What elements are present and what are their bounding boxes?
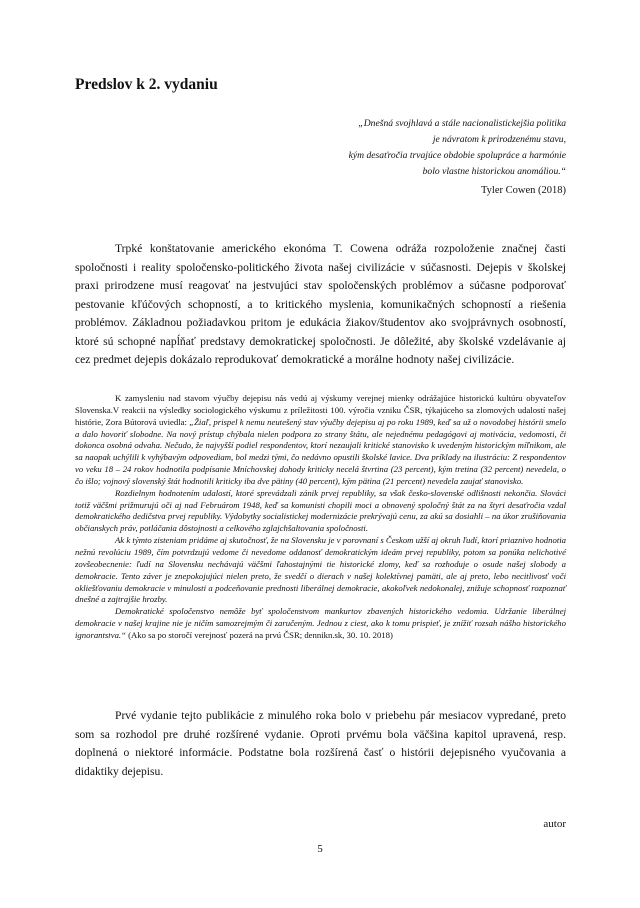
epigraph-author: Tyler Cowen (2018)	[481, 185, 566, 196]
quote-paragraph-4	[75, 606, 566, 642]
epigraph-line: „Dnešná svojhlavá a stále nacionalistickejšia politika	[358, 118, 566, 129]
quote-source: (Ako sa po storočí verejnosť pozerá na prvú ČSR; dennikn.sk, 30. 10. 2018)	[125, 629, 393, 640]
body-paragraph-second: Prvé vydanie tejto publikácie z minulého roka bolo v priebehu pár mesiacov vypredané, preto som sa rozhodol pre druhé rozšírené vydanie. Oproti prvému bola väčšina kapitol upravená, resp. doplnená o niektoré informácie. Podstatne bola rozšírená časť o histórii dejepisného vyučovania a didaktiky dejepisu.	[75, 709, 566, 778]
epigraph	[206, 116, 566, 180]
quote-italic-closing: Demokratické spoločenstvo nemôže byť spoločenstvom mankurtov zbavených historického vedomia. Udržanie liberálnej demokracie v našej krajine nie je ničím samozrejmým či zaručeným. Jednou z ciest, ako k tomu prispieť, je znížiť rozsah nášho historického ignorantstva.“	[75, 606, 566, 640]
quote-paragraph-2: Rozdielnym hodnotením udalostí, ktoré sprevádzali zánik prvej republiky, sa však česko-slovenské odlišnosti nekončia. Slováci totiž väčšmi prižmurujú oči aj nad Februárom 1948, keď sa komunisti chopili moci a obnovený spoločný štát za na štyri desaťročia vzdal demokratického dedičstva prvej republiky. Výdobytky socialistickej modernizácie prekrývajú cenu, za akú sa dosiahli – na úkor zrušiňovania občianskych práv, potláčania dôstojnosti a celkového zglajchšaltovania spoločnosti.	[75, 487, 566, 534]
epigraph-line: kým desaťročia trvajúce obdobie spolupráce a harmónie	[348, 150, 566, 161]
body-paragraph-main: Trpké konštatovanie amerického ekonóma T. Cowena odráža rozpoloženie značnej časti spoločnosti i reality spoločensko-politického života našej civilizácie v súčasnosti. Dejepis v školskej praxi prirodzene musí reagovať na jestvujúci stav spoločenských problémov a súčasne podporovať pestovanie kľúčových schopností, a to kritického myslenia, komunikačných schopností a riešenia problémov. Základnou požiadavkou pritom je edukácia žiakov/študentov ako svojprávnych osobností, ktoré sú schopné napĺňať predstavy demokratickej spoločnosti. Je dôležité, aby školské vzdelávanie aj cez predmet dejepis dokázalo reprodukovať demokratické a morálne hodnoty našej civilizácie.	[75, 242, 566, 366]
page-title: Predslov k 2. vydaniu	[75, 76, 218, 93]
quote-intro: K zamysleniu nad stavom výučby dejepisu nás vedú aj výskumy verejnej mienky odrážajúce historickú kultúru obyvateľov Slovenska.V reakcii na výsledky sociologického výskumu z príležitosti 100. výročia vzniku ČSR, týkajúceho sa zlomových udalostí našej histórie, Zora Bútorová uviedla:	[75, 393, 566, 427]
quote-block	[75, 393, 566, 642]
quote-italic: „Žiaľ, prispel k nemu neutešený stav výučby dejepisu aj po roku 1989, keď sa už o novodobej histórii smelo a dalo hovoriť slobodne. Na nový prístup chýbala nielen podpora zo strany štátu, ale nejednému pedagógovi aj motivácia, vedomosti, či dokonca osobná odvaha. Nečudo, že najvyšší podiel respondentov, ktorí nezaujali kritické stanovisko k uvedeným historickým míľnikom, ale sa naopak uchýlili k vyhýbavým odpovediam, bol medzi tými, čo nedávno opustili školské lavice. Dva príklady na ilustráciu: Z respondentov vo veku 18 – 24 rokov hodnotila podpísanie Mníchovskej dohody kriticky necelá štvrtina (23 percent), kým tretina (32 percent) nevedela, o čo išlo; vojnový slovenský štát hodnotili kriticky iba dve pätiny (40 percent), kým pätina (21 percent) nevedela zaujať stanovisko.	[75, 416, 566, 486]
epigraph-line: je návratom k prirodzenému stavu,	[432, 134, 566, 145]
signature: autor	[543, 818, 566, 830]
quote-paragraph-3: Ak k týmto zisteniam pridáme aj skutočnosť, že na Slovensku je v porovnaní s Českom užší aj okruh ľudí, ktorí priaznivo hodnotia nežnú revolúciu 1989, čím potvrdzujú vedome či nevedome oddanosť demokratickým ideám prvej republiky, potom sa ponúka nelichotivé zovšeobecnenie: ľudí na Slovensku nechávajú väčšmi ľahostajnými tie historické zlomy, keď sa rozhoduje o osude našej slobody a demokracie. Tento záver je znepokojujúci nielen preto, že svedčí o dierach v našej kolektívnej pamäti, ale aj preto, lebo necitlivosť voči okliešťovaniu demokracie v minulosti a podceňovanie prednosti liberálnej demokracie, akokoľvek nedokonalej, znižuje schopnosť rozpoznať dnešné a zajtrajšie hrozby.	[75, 535, 566, 605]
page-number: 5	[317, 843, 323, 855]
quote-paragraph-1	[75, 393, 566, 488]
epigraph-line: bolo vlastne historickou anomáliou.“	[422, 166, 566, 177]
